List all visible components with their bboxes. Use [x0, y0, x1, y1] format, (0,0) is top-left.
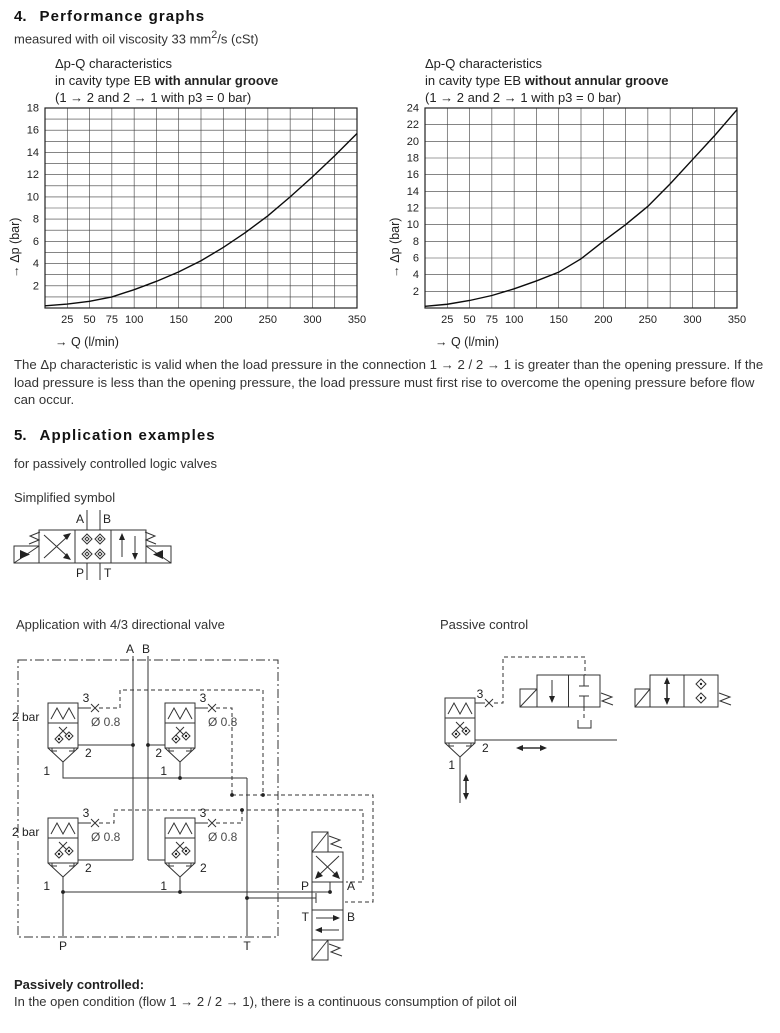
x-tick-label: 150: [549, 314, 568, 326]
left-chart-title-line2-prefix: in cavity type EB: [55, 73, 155, 88]
x-tick-label: 100: [124, 314, 144, 326]
junction-dots: [61, 743, 332, 900]
circuit-port-label-p: P: [58, 939, 68, 953]
port1-lines: [63, 762, 330, 936]
footer-text: In the open condition (flow 1 → 2 / 2 → 1), there is a continuous consumption of pilot oil: [14, 994, 517, 1009]
y-axis-label: → Δp (bar): [388, 217, 402, 278]
y-tick-label: 20: [406, 135, 419, 148]
symbol-port-label-t: T: [104, 566, 112, 580]
v4-port2-label: 2: [200, 861, 207, 875]
v2-orifice-label: Ø 0.8: [208, 715, 238, 729]
v1-port2-label: 2: [85, 746, 92, 760]
right-chart-title-line3: (1 → 2 and 2 → 1 with p3 = 0 bar): [425, 90, 622, 105]
left-chart-title-line2: [55, 72, 278, 89]
ab-supply-lines: [133, 656, 148, 860]
pv-port3-label: 3: [476, 687, 484, 701]
pilot-dashed-line: [494, 657, 585, 703]
logic-valve-4: [165, 818, 195, 877]
simplified-symbol-label: Simplified symbol: [14, 490, 116, 505]
section4-title: Performance graphs: [39, 8, 206, 25]
section4-number: 4.: [14, 8, 27, 25]
x-axis-label: → Q (l/min): [435, 335, 499, 349]
right-chart-title-line2-prefix: in cavity type EB: [425, 73, 525, 88]
x-tick-label: 100: [504, 314, 524, 326]
y-axis-label: → Δp (bar): [8, 217, 22, 278]
subtitle-suffix: /s (cSt): [217, 31, 259, 47]
x-tick-label: 50: [83, 314, 96, 326]
v4-orifice-label: Ø 0.8: [208, 830, 238, 844]
section5-title: Application examples: [39, 427, 216, 444]
left-chart-title-line2-bold: with annular groove: [154, 73, 279, 88]
left-chart-title-line3: (1 → 2 and 2 → 1 with p3 = 0 bar): [55, 90, 252, 105]
logic-valve-passive: [445, 698, 475, 757]
left-chart-title-line1: Δp-Q characteristics: [55, 56, 173, 71]
passive-control-diagram: [430, 650, 780, 830]
y-tick-label: 24: [406, 102, 419, 115]
orifice-icon-2: [208, 704, 216, 712]
v3-port2-label: 2: [85, 861, 92, 875]
section5-number: 5.: [14, 427, 27, 444]
valve-symbol-4-3: [14, 510, 171, 580]
subtitle-sup: 2: [211, 29, 218, 41]
right-solenoid-icon: [145, 532, 171, 563]
orifice-icon-passive: [485, 699, 493, 707]
circuit-port-label-a: A: [125, 642, 135, 656]
pilot-valve-2-2: [520, 675, 613, 728]
y-tick-label: 10: [26, 191, 39, 204]
right-chart-title-line1: Δp-Q characteristics: [425, 56, 543, 71]
v1-orifice-label: Ø 0.8: [91, 715, 121, 729]
pressure-label-1: 2 bar: [12, 710, 40, 724]
x-tick-label: 25: [441, 314, 454, 326]
x-axis-label: → Q (l/min): [55, 335, 119, 349]
left-performance-chart: [5, 102, 377, 350]
dv-port-label-a: A: [347, 879, 356, 893]
circuit-port-label-b: B: [141, 642, 151, 656]
v2-port3-label: 3: [199, 691, 207, 705]
y-tick-label: 18: [26, 102, 39, 115]
v3-orifice-label: Ø 0.8: [91, 830, 121, 844]
logic-valve-1: [48, 703, 78, 762]
x-tick-label: 300: [683, 314, 702, 326]
v2-port1-label: 1: [160, 764, 167, 778]
subtitle-prefix: measured with oil viscosity 33 mm: [14, 31, 212, 47]
y-tick-label: 22: [406, 119, 419, 132]
section4-heading: [14, 8, 205, 25]
right-performance-chart: [385, 102, 757, 350]
y-tick-label: 18: [406, 152, 419, 165]
x-tick-label: 250: [258, 314, 278, 326]
circuit-port-label-t: T: [243, 939, 251, 953]
note-paragraph: The Δp characteristic is valid when the load pressure in the connection 1 → 2 / 2 → 1 is greater than the opening pressure. If the load pressure is less than the opening pressure, the load pressure must first rise to overcome the opening pressure before flow can occur.: [14, 357, 764, 408]
orifice-icon-1: [91, 704, 99, 712]
y-tick-label: 8: [412, 235, 419, 248]
orifice-icon-4: [208, 819, 216, 827]
y-tick-label: 12: [26, 169, 39, 182]
x-tick-label: 200: [594, 314, 613, 326]
orifice-icon-3: [91, 819, 99, 827]
passive-control-label: Passive control: [440, 617, 529, 632]
footer-title: Passively controlled:: [14, 977, 145, 992]
pressure-label-2: 2 bar: [12, 825, 40, 839]
section5-heading: [14, 427, 216, 444]
symbol-port-label-p: P: [75, 566, 84, 580]
x-tick-label: 300: [303, 314, 322, 326]
v1-port1-label: 1: [43, 764, 50, 778]
y-tick-label: 16: [406, 169, 419, 182]
right-chart-title: [425, 55, 668, 106]
logic-valve-3: [48, 818, 78, 877]
symbol-port-label-a: A: [75, 512, 84, 526]
pv-port1-label: 1: [448, 758, 455, 772]
y-tick-label: 10: [406, 219, 419, 232]
dv-port-label-p: P: [300, 879, 309, 893]
y-tick-label: 4: [32, 258, 39, 271]
logic-valve-2: [165, 703, 195, 762]
v4-port3-label: 3: [199, 806, 207, 820]
v3-port3-label: 3: [82, 806, 90, 820]
section5-subtitle: for passively controlled logic valves: [14, 456, 218, 471]
y-tick-label: 6: [412, 252, 419, 265]
y-tick-label: 12: [406, 202, 419, 215]
flow-direction-arrow-horizontal: [516, 745, 547, 751]
y-tick-label: 8: [32, 213, 39, 226]
directional-valve-4-3: [312, 832, 343, 960]
x-tick-label: 150: [169, 314, 188, 326]
pv-port2-label: 2: [482, 741, 489, 755]
v1-port3-label: 3: [82, 691, 90, 705]
x-tick-label: 75: [105, 314, 118, 326]
y-tick-label: 16: [26, 124, 39, 137]
tank-icon: [578, 720, 591, 728]
section4-subtitle: [14, 29, 258, 46]
left-chart-title: [55, 55, 278, 106]
v3-port1-label: 1: [43, 879, 50, 893]
flow-direction-arrow-vertical: [463, 774, 469, 800]
left-solenoid-icon: [14, 532, 40, 563]
y-tick-label: 6: [32, 235, 39, 248]
x-tick-label: 350: [347, 314, 367, 326]
y-tick-label: 2: [32, 280, 39, 293]
y-tick-label: 4: [412, 269, 419, 282]
tank-branch-line: [247, 893, 316, 903]
x-tick-label: 50: [463, 314, 476, 326]
right-chart-title-line2: [425, 72, 668, 89]
application-circuit-diagram: [10, 640, 400, 975]
application-label: Application with 4/3 directional valve: [16, 617, 225, 632]
x-tick-label: 75: [485, 314, 498, 326]
simplified-symbol-diagram: [12, 506, 202, 586]
y-tick-label: 14: [406, 185, 419, 198]
dv-port-label-b: B: [347, 910, 356, 924]
check-valve-2-2: [635, 675, 731, 707]
v4-port1-label: 1: [160, 879, 167, 893]
x-tick-label: 25: [61, 314, 74, 326]
x-tick-label: 250: [638, 314, 658, 326]
v2-port2-label: 2: [155, 746, 162, 760]
y-tick-label: 14: [26, 146, 39, 159]
right-chart-title-line2-bold: without annular groove: [524, 73, 669, 88]
symbol-port-label-b: B: [103, 512, 112, 526]
dv-port-label-t: T: [301, 910, 309, 924]
y-tick-label: 2: [412, 285, 419, 298]
x-tick-label: 200: [214, 314, 233, 326]
x-tick-label: 350: [727, 314, 747, 326]
